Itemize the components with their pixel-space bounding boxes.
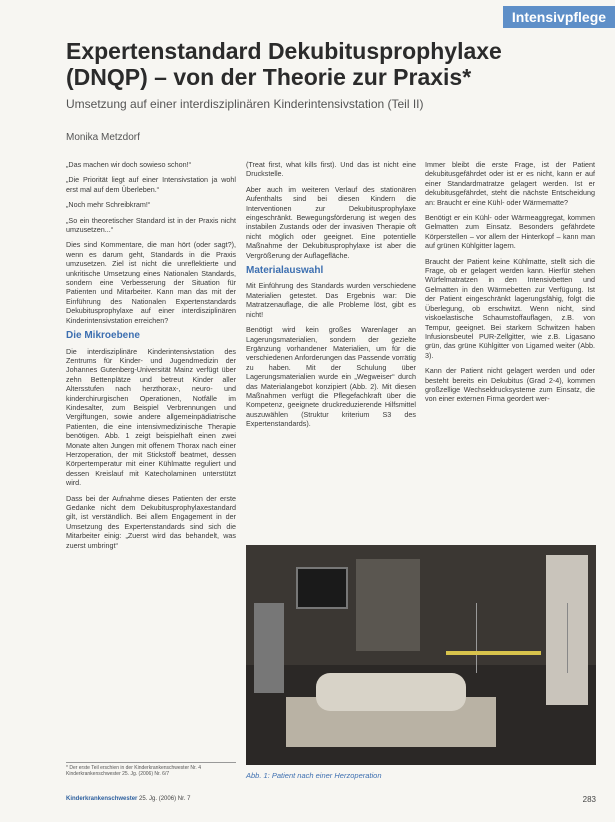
footnote-rule [66,762,236,763]
title-line-2: (DNQP) – von der Theorie zur Praxis* [66,64,472,90]
figure-caption: Abb. 1: Patient nach einer Herzoperation [246,771,382,780]
author-name: Monika Metzdorf [66,132,140,143]
paragraph: „Die Priorität liegt auf einer Intensivstation ja wohl erst mal auf dem Überleben.“ [66,175,236,194]
photo-monitor [296,567,348,609]
page-number: 283 [582,795,596,804]
page-footer [66,796,596,806]
section-heading: Die Mikroebene [66,330,140,342]
column-3 [425,160,595,410]
paragraph: (Treat first, what kills first). Und das ist nicht eine Druckstelle. [246,160,416,179]
figure-photo [246,545,596,765]
paragraph: „Noch mehr Schreibkram!“ [66,200,151,210]
column-2 [246,160,416,435]
journal-name: Kinderkrankenschwester [66,796,138,802]
title-line-1: Expertenstandard Dekubitusprophylaxe [66,38,502,64]
photo-infusion-pumps [254,603,284,693]
section-heading: Materialauswahl [246,265,324,277]
section-tag: Intensivpflege [503,6,615,28]
journal-issue: 25. Jg. (2006) Nr. 7 [139,796,191,802]
column-1 [66,160,236,556]
paragraph: Dass bei der Aufnahme dieses Patienten der erste Gedanke nicht dem Dekubitusprophylaxestandard gilt, ist verständlich. Bei allem Engagement in der Umsetzung des Expertenstandards sind sich die Mitarbeiter einig: „Zuerst wird das behandelt, was zuerst umbringt“ [66,493,236,550]
paragraph: „Das machen wir doch sowieso schon!“ [66,160,192,169]
paragraph: Aber auch im weiteren Verlauf des stationären Aufenthalts sind bei diesen Kindern die Interventionen zur Dekubitusprophylaxe eingeschränkt. Bewegungsförderung ist wegen des instabilen Zustands oder der invasiven Therapie oft nicht möglich oder geeignet. Eine potentielle Maßnahme der Dekubitusprophylaxe ist aber die Vergrößerung der Auflagefläche. [246,184,416,260]
paragraph: „So ein theoretischer Standard ist in der Praxis nicht umzusetzen...“ [66,215,236,235]
paragraph: Dies sind Kommentare, die man hört (oder sagt?), wenn es darum geht, Standards in die Praxis umzusetzen. Ziel ist nicht die unreflektierte und unkritische Umsetzung eines Nationalen Standards, sondern eine Verbesserung der Situation für Patienten und Mitarbeiter. Kann man das mit der Einführung des Nationalen Expertenstandards Dekubitusprophylaxe auf einer interdisziplinären Kinderintensivstation erreichen? [66,240,236,325]
photo-cables [476,603,568,673]
paragraph: Die interdisziplinäre Kinderintensivstation des Zentrums für Kinder- und Jugendmedizin der Johannes Gutenberg-Universität Mainz verfügt über zehn Bettenplätze und betreut Kinder aller Altersstufen nach herzthorax-, neuro- und kinderchirurgischen Operationen, Notfälle im Kindesalter, zum Beispiel Verbrennungen und Vergiftungen, sowie andere allgemeinpädiatrische Patienten, die eine intensivmedizinische Therapie benötigen. Abb. 1 zeigt beispielhaft einen zwei Monate alten Jungen mit offenem Thorax nach einer Herzoperation, der mit Stickstoff beatmet, dessen Körpertemperatur mit einer Kühlmatte reguliert und dessen Kreislauf mit Katecholaminen unterstützt wird. [66,346,236,488]
article-subtitle: Umsetzung auf einer interdisziplinären Kinderintensivstation (Teil II) [66,97,424,111]
photo-bed-rail [446,651,541,655]
paragraph: Immer bleibt die erste Frage, ist der Patient dekubitusgefährdet oder ist er es nicht, kann er auf einer Standardmatratze gelagert werden. Ist er dekubitusgefährdet, steht die nächste Entscheidung an: Braucht er eine Kühl- oder Wärmematte? [425,160,595,207]
paragraph: Kann der Patient nicht gelagert werden und oder besteht bereits ein Dekubitus (Grad 2-4), kommen großzellige Wechseldrucksysteme zum Einsatz, die von einer externen Firma geordert wer- [425,366,595,404]
paragraph: Mit Einführung des Standards wurden verschiedene Materialien getestet. Das Ergebnis war: Die Matratzenauflage, die alle Probleme löst, gibt es nicht! [246,281,416,319]
footnote: * Der erste Teil erschien in der Kinderkrankenschwester Nr. 4 Kinderkrankenschwester 25. Jg. (2006) Nr. 6/7 [66,765,201,777]
paragraph: Benötigt er ein Kühl- oder Wärmeaggregat, kommen Gelmatten zum Einsatz. Besonders gefährdete Körperstellen – vor allem der Hinterkopf – kann man auf grünen Kühlgitter lagern. [425,213,595,251]
paragraph: Braucht der Patient keine Kühlmatte, stellt sich die Frage, ob er gelagert werden kann. Hierfür stehen Würfelmatratzen in den Intensivbetten und Gelmatten in den Wärmebetten zur Verfügung. Ist der Patient eingeschränkt lagerungsfähig, folgt die Überlegung, ob erschwitzt. Wenn nicht, sind viskoelastische Schaumstoffauflagen, z.B. von Tempur, geeignet. Bei starkem Schwitzen haben Infusionsbeutel PUR-Zellgitter, wie z.B. Ligasano grün, das grüne Kühlgitter von Ligamed weiter (Abb. 3). [425,256,595,360]
article-title [66,38,566,90]
photo-patient-cover [316,673,466,711]
paragraph: Benötigt wird kein großes Warenlager an Lagerungsmaterialien, sondern der gezielte Ergänzung vorhandener Materialien, um für die verschiedenen Anforderungen das Passende vorrätig zu haben. Mit der Schulung über Lagerungsmaterialien wurde ein „Wegweiser“ durch das Materialangebot konzipiert (Abb. 2). Mit diesen Maßnahmen verfügt die Pflegefachkraft über die Kompetenz, geeignete druckreduzierende Hilfsmittel auszuwählen (Struktur kriterium S3 des Expertenstandards). [246,325,416,429]
photo-equipment-panel [356,559,420,651]
